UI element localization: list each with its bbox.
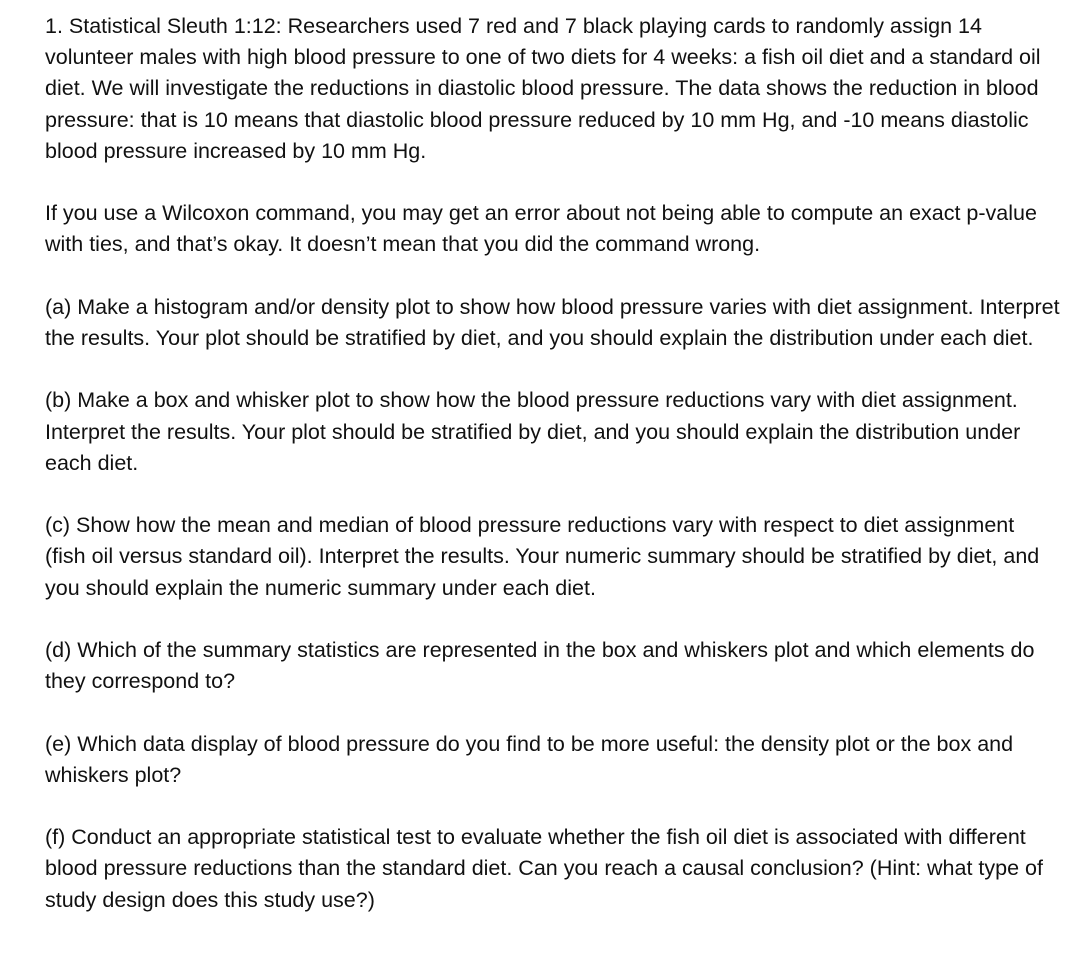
question-f: (f) Conduct an appropriate statistical test to evaluate whether the fish oil diet is associated with different blood pressure reductions than the standard diet. Can you reach a causal conclusion? (Hint: what type of study design does this study use?) <box>45 825 1043 912</box>
question-e: (e) Which data display of blood pressure do you find to be more useful: the density plot or the box and whiskers plot? <box>45 731 1014 787</box>
document-body <box>45 11 1060 916</box>
question-a: (a) Make a histogram and/or density plot to show how blood pressure varies with diet assignment. Interpret the results. Your plot should be stratified by diet, and you should explain the distribution under each diet. <box>45 294 1060 350</box>
question-d: (d) Which of the summary statistics are represented in the box and whiskers plot and which elements do they correspond to? <box>45 637 1035 694</box>
wilcoxon-note: If you use a Wilcoxon command, you may get an error about not being able to compute an exact p-value with ties, and that’s okay. It doesn’t mean that you did the command wrong. <box>45 201 1037 257</box>
question-b: (b) Make a box and whisker plot to show how the blood pressure reductions vary with diet assignment. Interpret the results. Your plot should be stratified by diet, and you should explain the distribution under each diet. <box>45 388 1021 475</box>
question-c: (c) Show how the mean and median of blood pressure reductions vary with respect to diet assignment (fish oil versus standard oil). Interpret the results. Your numeric summary should be stratified by diet, and you should explain the numeric summary under each diet. <box>45 513 1040 600</box>
problem-intro: 1. Statistical Sleuth 1:12: Researchers used 7 red and 7 black playing cards to randomly assign 14 volunteer males with high blood pressure to one of two diets for 4 weeks: a fish oil diet and a standard oil diet. We will investigate the reductions in diastolic blood pressure. The data shows the reduction in blood pressure: that is 10 means that diastolic blood pressure reduced by 10 mm Hg, and -10 means diastolic blood pressure increased by 10 mm Hg. <box>45 14 1041 163</box>
